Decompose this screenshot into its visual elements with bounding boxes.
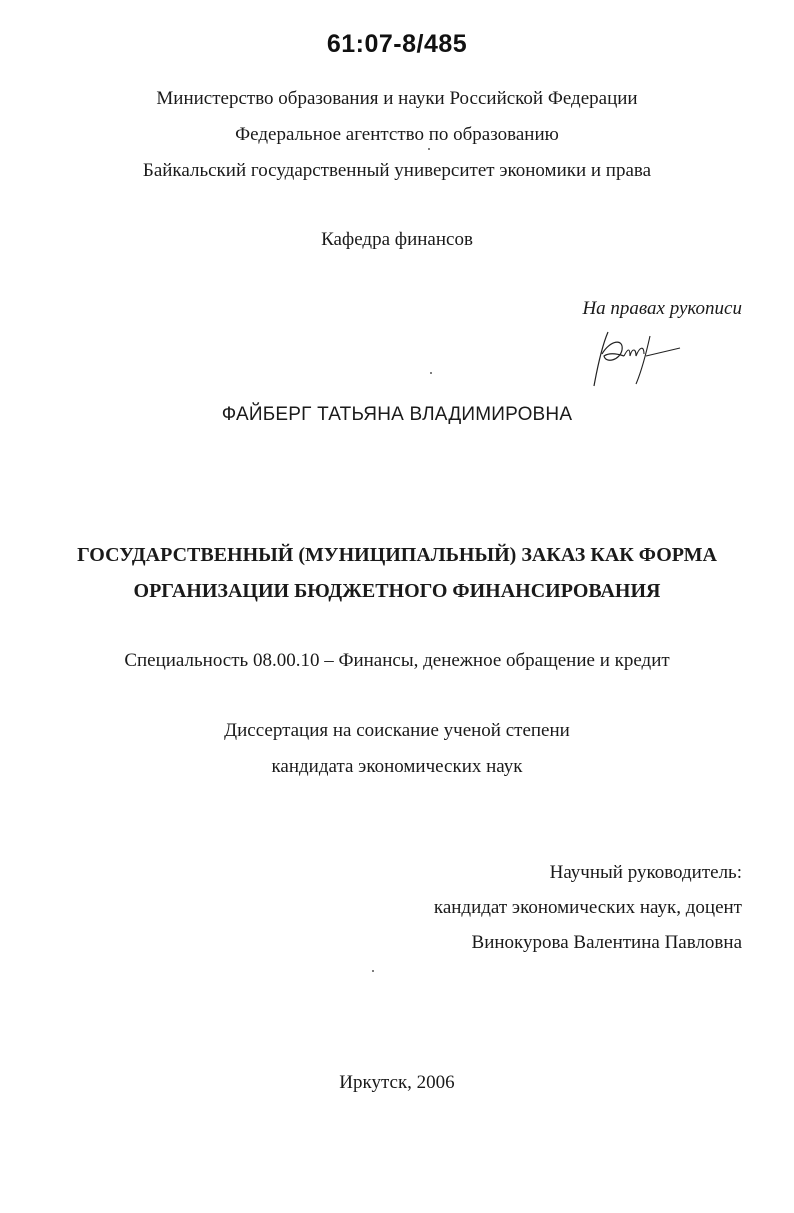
supervisor-credentials: кандидат экономических наук, доцент xyxy=(433,897,742,918)
place-and-year: Иркутск, 2006 xyxy=(339,1072,455,1093)
scan-speck xyxy=(430,372,432,374)
supervisor-label: Научный руководитель: xyxy=(549,862,742,883)
degree-line-1: Диссертация на соискание ученой степени xyxy=(224,720,570,741)
agency-line: Федеральное агентство по образованию xyxy=(235,124,559,145)
scan-speck xyxy=(428,148,430,150)
registration-stamp: 61:07-8/485 xyxy=(326,30,468,58)
supervisor-name: Винокурова Валентина Павловна xyxy=(471,932,742,953)
manuscript-rights-note: На правах рукописи xyxy=(582,298,742,319)
department-line: Кафедра финансов xyxy=(321,229,473,250)
ministry-line: Министерство образования и науки Российской Федерации xyxy=(156,88,638,109)
author-name: ФАЙБЕРГ ТАТЬЯНА ВЛАДИМИРОВНА xyxy=(221,404,573,425)
degree-line-2: кандидата экономических наук xyxy=(271,756,523,777)
dissertation-title-line-2: ОРГАНИЗАЦИИ БЮДЖЕТНОГО ФИНАНСИРОВАНИЯ xyxy=(133,580,661,602)
specialty-line: Специальность 08.00.10 – Финансы, денежное обращение и кредит xyxy=(124,650,670,671)
dissertation-title-line-1: ГОСУДАРСТВЕННЫЙ (МУНИЦИПАЛЬНЫЙ) ЗАКАЗ КАК ФОРМА xyxy=(77,544,717,566)
university-line: Байкальский государственный университет экономики и права xyxy=(142,160,652,181)
signature-graphic xyxy=(588,326,684,392)
scan-speck xyxy=(372,970,374,972)
